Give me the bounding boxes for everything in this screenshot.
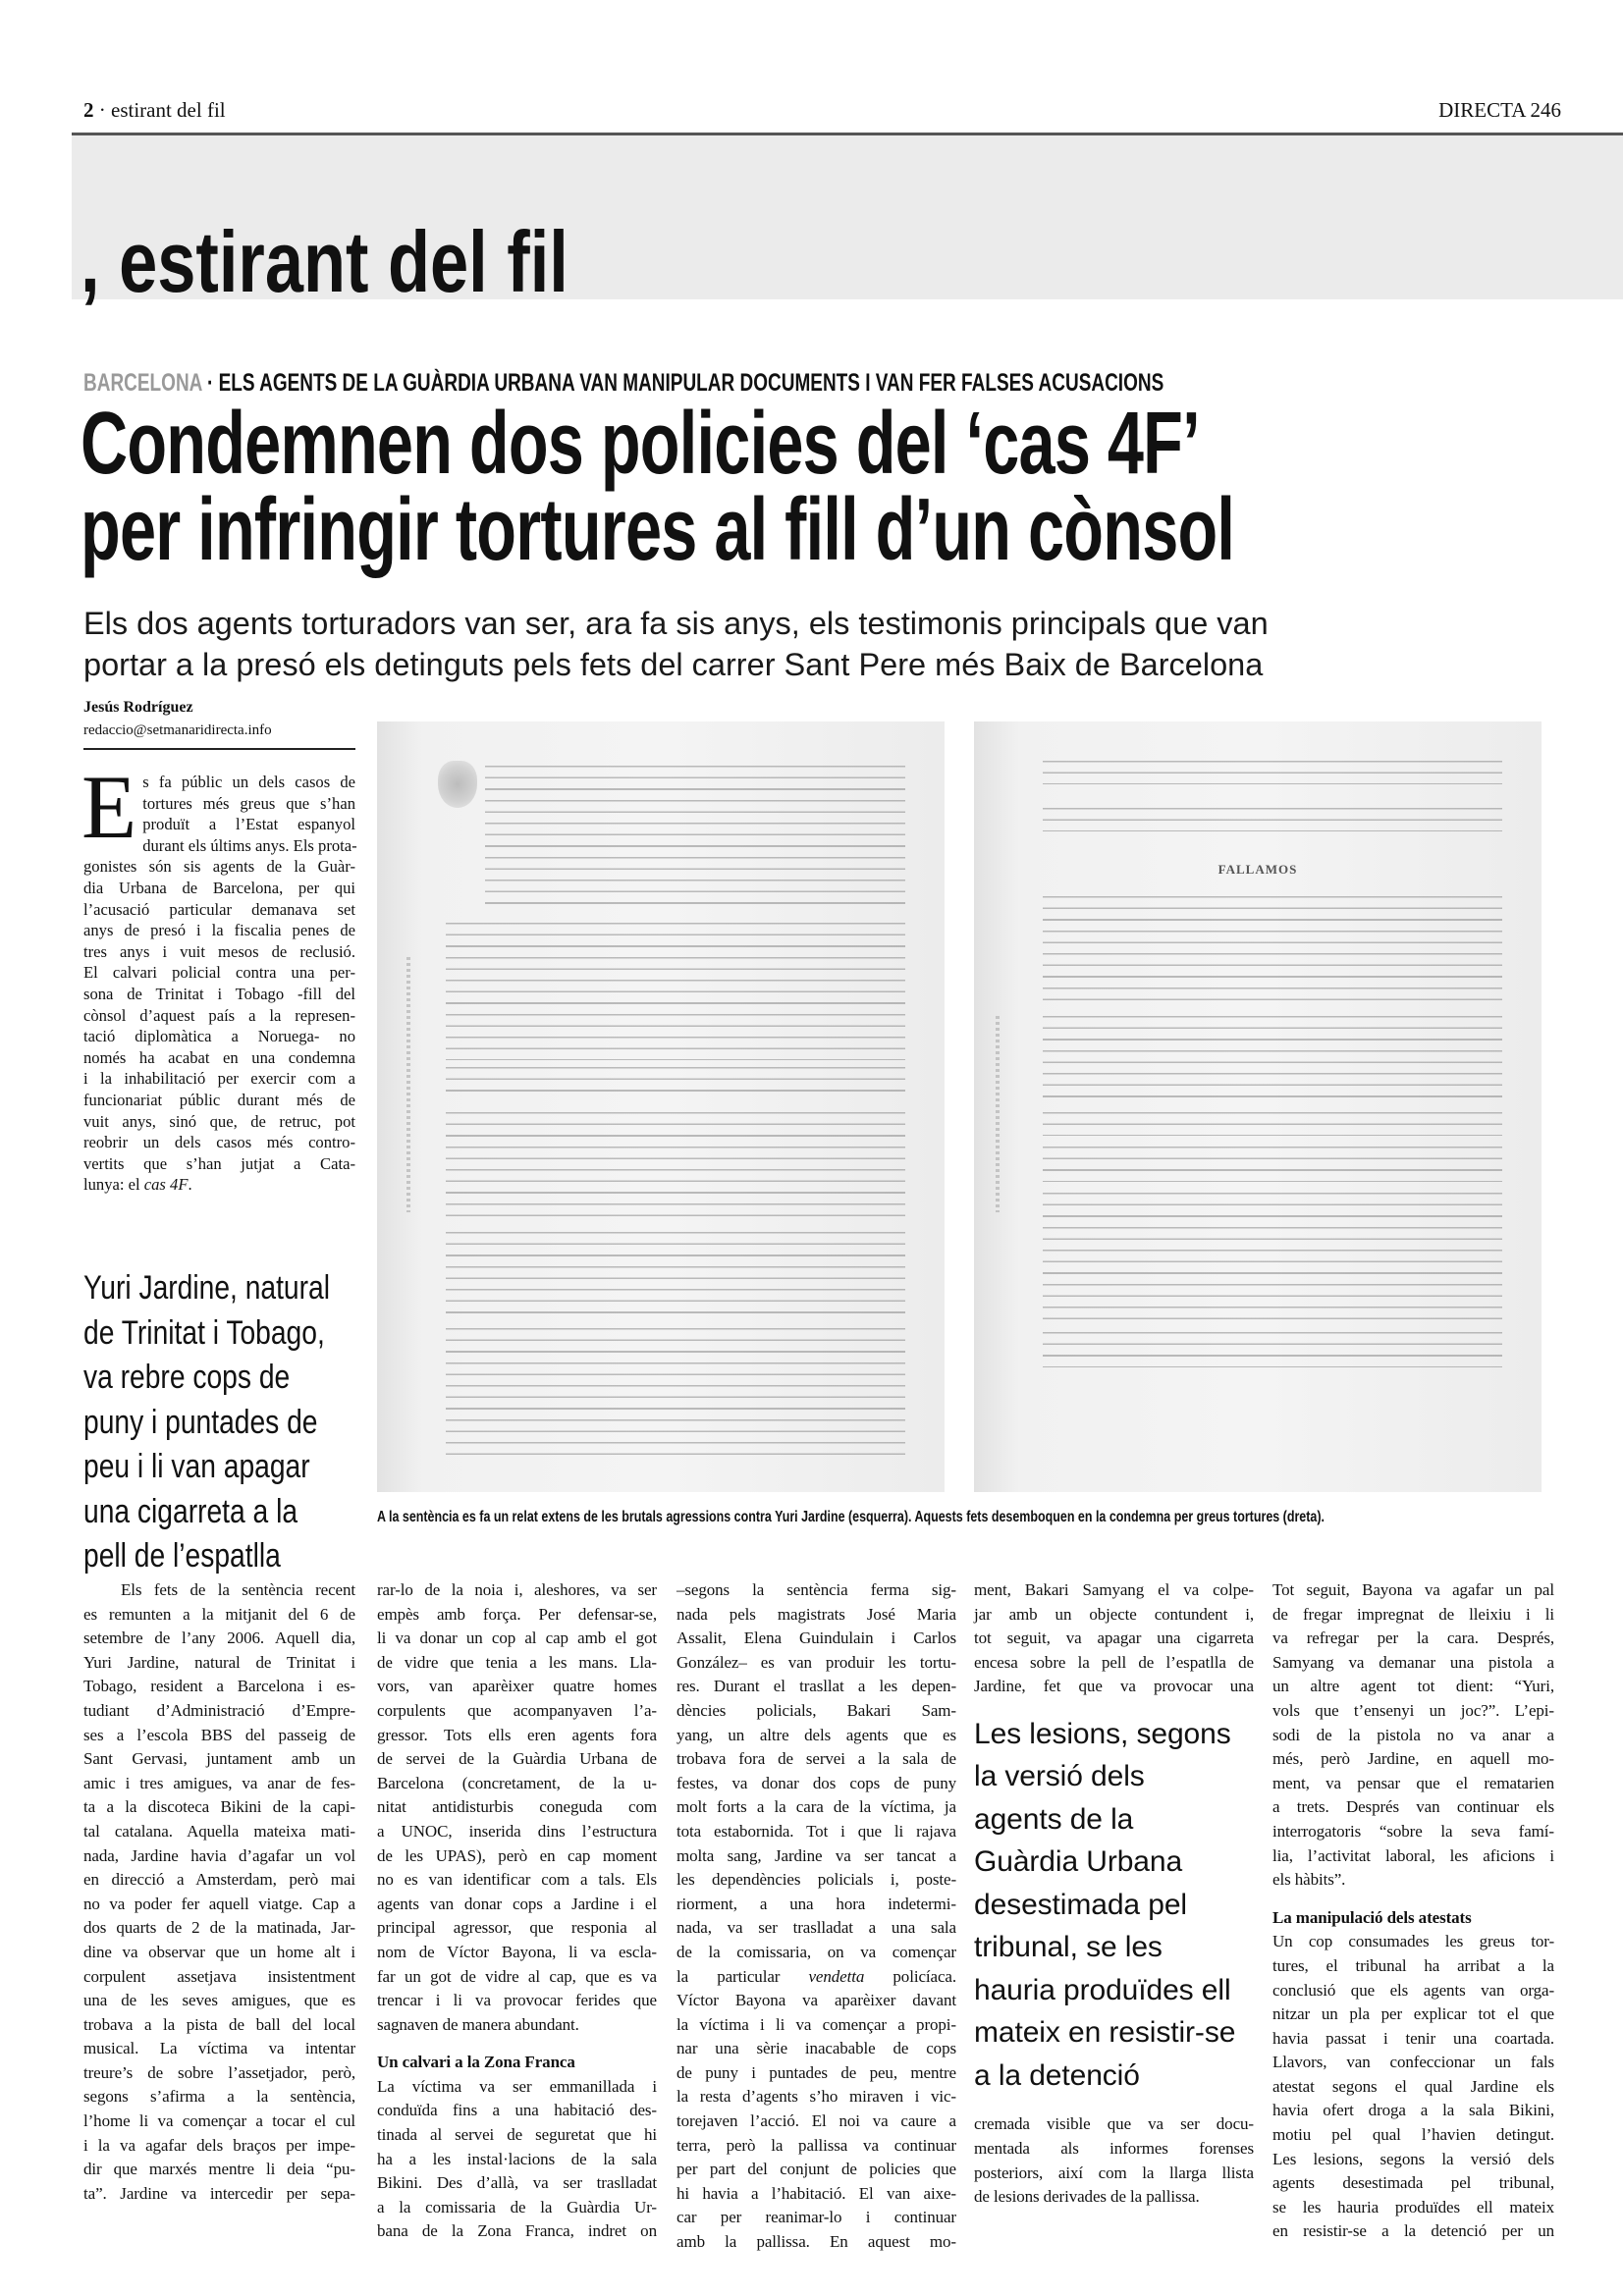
document-text-block — [446, 923, 905, 1060]
text-line: en resistir-se a la detenció per un — [1272, 2221, 1554, 2241]
text-line: gonistes són sis agents de la Guàr- — [83, 857, 355, 877]
text-line: de vidre que tenia a les mans. Lla- — [377, 1652, 657, 1672]
text-line: la resta d’agents s’ho miraven i vic- — [676, 2087, 956, 2107]
text-line: tortures més greus que s’han — [142, 793, 355, 813]
deck — [83, 603, 1269, 685]
text-line: nar una sèrie inacabable de cops — [676, 2039, 956, 2058]
text-line: funcionariat públic durant més de — [83, 1090, 355, 1109]
text-line: de puny i puntades de peu, mentre — [676, 2062, 956, 2082]
text-line: tot seguit, va apagar una cigarreta — [974, 1629, 1254, 1648]
document-text-block — [446, 1328, 905, 1456]
text-line: de servei de la Guàrdia Urbana de — [377, 1749, 657, 1769]
text-line: l’acusació particular demanava set — [83, 899, 355, 919]
paragraph — [1272, 1578, 1554, 1893]
text-line: dències policials, Bakari Sam- — [676, 1700, 956, 1720]
text-line: musical. La víctima va intentar — [83, 2039, 355, 2058]
headline — [81, 395, 1235, 579]
text-line: agents van donar cops a Jardine i el — [377, 1894, 657, 1913]
photo-caption: A la sentència es fa un relat extens de les brutals agressions contra Yuri Jardine (esquerra). Aquests fets desemboquen en la condemna per greus tortures (dreta). — [377, 1509, 1325, 1525]
document-text-block — [1043, 896, 1502, 1004]
text-line: se les hauria produïdes ell mateix — [1272, 2197, 1554, 2216]
paragraph — [377, 1578, 657, 2037]
text-line: González– es van produir les tortu- — [676, 1652, 956, 1672]
text-line: a trets. Després van continuar els — [1272, 1797, 1554, 1817]
pull-quote-line: puny i puntades de — [83, 1403, 318, 1441]
text-line: Un cop consumades les greus tor- — [1272, 1932, 1554, 1951]
text-line: –segons la sentència ferma sig- — [676, 1580, 956, 1599]
text-line: agents desestimada pel tribunal, — [1272, 2173, 1554, 2193]
text-line: dine va observar que un home alt i — [83, 1942, 355, 1961]
text-line: vors, van aparèixer quatre homes — [377, 1677, 657, 1696]
pull-quote — [974, 1713, 1254, 2098]
pull-quote-line: pell de l’espatlla — [83, 1537, 281, 1575]
text-line: tal catalana. Aquella mateixa mati- — [83, 1821, 355, 1841]
text-line: principal agressor, que responia al — [377, 1918, 657, 1938]
text-line: dir que marxés mentre li deia “pu- — [83, 2160, 355, 2179]
text-line: tota estabornida. Tot i que li rajava — [676, 1821, 956, 1841]
text-line: amb la pallissa. En aquest mo- — [676, 2232, 956, 2252]
document-text-block — [1043, 1332, 1502, 1367]
sentence-document-scan-left — [377, 721, 945, 1492]
text-line: Tobago, resident a Barcelona i es- — [83, 1677, 355, 1696]
text-line: El calvari policial contra una per- — [83, 963, 355, 983]
text-line: empès amb força. Per defensar-se, — [377, 1604, 657, 1624]
pull-quote-line: una cigarreta a la — [83, 1492, 298, 1530]
text-line: els hàbits”. — [1272, 1870, 1346, 1890]
text-line: interrogatoris “sobre la seva famí- — [1272, 1821, 1554, 1841]
text-line: Jardine, fet que va provocar una — [974, 1677, 1254, 1696]
text-line: l’home li va començar a tocar el cul — [83, 2111, 355, 2131]
body-column-2 — [377, 1578, 657, 2244]
text-line: Les lesions, segons la versió dels — [1272, 2149, 1554, 2168]
text-line: ses a l’escola BBS del passeig de — [83, 1725, 355, 1744]
text-line: nitat antidisturbis coneguda com — [377, 1797, 657, 1817]
text-line: conduïda fins a una habitació des- — [377, 2101, 657, 2120]
headline-line: per infringir tortures al fill d’un cònsol — [81, 481, 1235, 579]
text-line: sodi de la pistola no va anar a — [1272, 1725, 1554, 1744]
text-line: molt forts a la cara de la víctima, ja — [676, 1797, 956, 1817]
text-line: res. Durant el trasllat a les depen- — [676, 1677, 956, 1696]
italic-segment: vendetta — [808, 1966, 865, 1986]
text-line: anys de presó i la fiscalia penes de — [83, 921, 355, 940]
pull-quote-line: hauria produïdes ell — [974, 1973, 1231, 2006]
paragraph — [83, 1578, 355, 2206]
text-line: yang, un altre dels agents que es — [676, 1725, 956, 1744]
italic-segment: cas 4F — [143, 1175, 189, 1195]
text-line: segons s’afirma a la sentència, — [83, 2087, 355, 2107]
text-line: nada pels magistrats José Maria — [676, 1604, 956, 1624]
body-column-3 — [676, 1578, 956, 2255]
text-line: no es van identificar com a tals. Els — [377, 1870, 657, 1890]
document-heading: FALLAMOS — [1217, 862, 1298, 877]
intro-column — [81, 757, 357, 1196]
text-line: corpulents que acompanyaven l’a- — [377, 1700, 657, 1720]
text-line: Barcelona (concretament, de la u- — [377, 1773, 657, 1792]
text-line: cònsol d’aquest país a la represen- — [83, 1005, 355, 1025]
text-line: nada, Jardine havia d’agafar un vol — [83, 1845, 355, 1865]
text-line: corpulent assetjava insistentment — [83, 1966, 355, 1986]
deck-line: Els dos agents torturadors van ser, ara fa sis anys, els testimonis principals que van — [83, 606, 1269, 641]
running-header — [83, 98, 226, 123]
kicker-separator: · — [201, 369, 219, 397]
text-line: només ha acabat en una condemna — [83, 1047, 355, 1067]
pull-quote-line: agents de la — [974, 1802, 1134, 1836]
document-text-block — [1043, 808, 1502, 831]
pull-quote-line: Les lesions, segons — [974, 1717, 1231, 1750]
text-line: amic i tres amigues, va anar de fes- — [83, 1773, 355, 1792]
text-line: torejaven l’acció. El noi va caure a — [676, 2111, 956, 2131]
text-line: Tot seguit, Bayona va agafar un pal — [1272, 1580, 1554, 1599]
text-line: Víctor Bayona va aparèixer davant — [676, 1991, 956, 2010]
document-text-block — [1043, 1016, 1502, 1100]
text-line: sona de Trinitat i Tobago -fill del — [83, 984, 355, 1003]
text-line: setembre de l’any 2006. Aquell dia, — [83, 1629, 355, 1648]
text-line: lia, l’activitat laboral, les aficions i — [1272, 1845, 1554, 1865]
text-line: ta”. Jardine va intercedir per sepa- — [83, 2183, 355, 2203]
text-line: Samyang va demanar una pistola a — [1272, 1652, 1554, 1672]
text-line: treure’s de sobre l’assetjador, però, — [83, 2062, 355, 2082]
text-line: Assalit, Elena Guindulain i Carlos — [676, 1629, 956, 1648]
text-line: havia ofert droga a la sala Bikini, — [1272, 2101, 1554, 2120]
text-line: tinada al servei de seguretat que hi — [377, 2125, 657, 2145]
text-line: nitzar un pla per explicar tot el que — [1272, 2004, 1554, 2024]
text-line: la víctima i li va començar a propi- — [676, 2014, 956, 2034]
coat-of-arms-icon — [438, 761, 477, 808]
kicker-place: BARCELONA — [83, 369, 202, 397]
margin-stamp — [406, 957, 410, 1212]
text-line: de la comissaria, on va començar — [676, 1942, 956, 1961]
text-line: hi havia a l’habitació. El van aixe- — [676, 2183, 956, 2203]
pull-quote-line: va rebre cops de — [83, 1359, 291, 1396]
text-line: Llavors, van confeccionar un fals — [1272, 2053, 1554, 2072]
text-line: ment, va pensar que el rematarien — [1272, 1773, 1554, 1792]
text-line: motiu pel qual l’havien detingut. — [1272, 2125, 1554, 2145]
text-line — [676, 1965, 956, 1990]
publication-issue: DIRECTA 246 — [1438, 98, 1561, 122]
text-line: mentada als informes forenses — [974, 2139, 1254, 2159]
text-line: dia Urbana de Barcelona, per qui — [83, 878, 355, 897]
text-line: una de les seves amigues, que es — [83, 1991, 355, 2010]
text-line: li va donar un cop al cap amb el got — [377, 1629, 657, 1648]
document-text-block — [446, 1067, 905, 1101]
pull-quote-line: mateix en resistir-se — [974, 2016, 1236, 2050]
text-line: a la comissaria de la Guàrdia Ur- — [377, 2197, 657, 2216]
pull-quote-line: la versió dels — [974, 1760, 1145, 1793]
document-text-block — [446, 1232, 905, 1316]
text-line: nada, va ser traslladat a una sala — [676, 1918, 956, 1938]
body-column-5 — [1272, 1578, 1554, 2244]
section-title: , estirant del fil — [81, 213, 568, 310]
text-line: rar-lo de la noia i, aleshores, va ser — [377, 1580, 657, 1599]
text-line: un altre agent tot dient: “Yuri, — [1272, 1677, 1554, 1696]
text-segment: policíaca. — [864, 1966, 956, 1986]
text-line: Yuri Jardine, natural de Trinitat i — [83, 1652, 355, 1672]
text-line: trencar i li va provocar ferides que — [377, 1991, 657, 2010]
deck-line: portar a la presó els detinguts pels fets del carrer Sant Pere més Baix de Barcelona — [83, 647, 1264, 682]
document-text-block — [1043, 1193, 1502, 1320]
text-line: trobava fora de servei a la sala de — [676, 1749, 956, 1769]
text-line: jar amb un objecte contundent i, — [974, 1604, 1254, 1624]
pull-quote-line: peu i li van apagar — [83, 1448, 310, 1485]
text-line: sagnaven de manera abundant. — [377, 2014, 579, 2034]
text-line: per part del conjunt de policies que — [676, 2160, 956, 2179]
text-line: terra, però la pallissa va continuar — [676, 2135, 956, 2155]
text-line: encesa sobre la pell de l’espatlla de — [974, 1652, 1254, 1672]
text-line: tudiant d’Administració d’Empre- — [83, 1700, 355, 1720]
pull-quote-line: Guàrdia Urbana — [974, 1845, 1183, 1879]
text-line: i la va agafar dels braços per impe- — [83, 2135, 355, 2155]
text-line: Bikini. Des d’allà, va ser traslladat — [377, 2173, 657, 2193]
text-line: vuit anys, sinó que, de retruc, pot — [83, 1111, 355, 1131]
text-segment: lunya: el — [83, 1175, 144, 1195]
text-segment: la particular — [676, 1966, 809, 1986]
pull-quote-line: desestimada pel — [974, 1888, 1187, 1921]
kicker — [83, 369, 1163, 398]
text-line — [83, 1174, 355, 1196]
text-line: havia passat i tenir una coartada. — [1272, 2028, 1554, 2048]
text-line: va refregar per la cara. Després, — [1272, 1629, 1554, 1648]
text-line: tures, el tribunal ha arribat a la — [1272, 1955, 1554, 1975]
drop-cap: E — [81, 757, 137, 857]
document-text-block — [485, 766, 905, 913]
text-line: a UNOC, inserida dins l’estructura — [377, 1821, 657, 1841]
margin-stamp — [996, 1016, 1000, 1212]
text-segment: . — [188, 1175, 192, 1195]
text-line: de fregar impregnat de lleixiu i li — [1272, 1604, 1554, 1624]
text-line: ment, Bakari Samyang el va colpe- — [974, 1580, 1254, 1599]
text-line: atestat segons el qual Jardine els — [1272, 2076, 1554, 2096]
text-line: molta sang, Jardine va ser tancat a — [676, 1845, 956, 1865]
sentence-document-scan-right — [974, 721, 1542, 1492]
text-line: trobava a la pista de ball del local — [83, 2014, 355, 2034]
byline-rule — [83, 748, 355, 750]
text-line: festes, va donar dos cops de puny — [676, 1773, 956, 1792]
text-line: La víctima va ser emmanillada i — [377, 2076, 657, 2096]
text-line: vols que t’ensenyi un joc?”. L’epi- — [1272, 1700, 1554, 1720]
header-section: estirant del fil — [111, 98, 226, 122]
pull-quote-line: tribunal, se les — [974, 1931, 1163, 1964]
text-line: ta a la discoteca Bikini de la capi- — [83, 1797, 355, 1817]
paragraph — [974, 1578, 1254, 1699]
author-email[interactable]: redaccio@setmanaridirecta.info — [83, 722, 272, 738]
text-line: i la inhabilitació per exercir com a — [83, 1069, 355, 1089]
text-line: de les UPAS), però en cap moment — [377, 1845, 657, 1865]
text-line: riorment, a una hora indetermi- — [676, 1894, 956, 1913]
text-line: produït a l’Estat espanyol — [142, 815, 355, 834]
text-line: nom de Víctor Bayona, li va escla- — [377, 1942, 657, 1961]
paragraph — [1272, 1930, 1554, 2244]
body-column-1 — [83, 1578, 355, 2206]
pull-quote-line: Yuri Jardine, natural — [83, 1269, 330, 1307]
document-text-block — [1043, 1147, 1502, 1182]
pull-quote-line: de Trinitat i Tobago, — [83, 1313, 325, 1352]
text-line: més, però Jardine, en aquell mo- — [1272, 1749, 1554, 1769]
paragraph — [974, 2112, 1254, 2209]
headline-line: Condemnen dos policies del ‘cas 4F’ — [81, 395, 1200, 493]
document-text-block — [1043, 1112, 1502, 1136]
pull-quote-line: a la detenció — [974, 2058, 1140, 2092]
text-line: de lesions derivades de la pallissa. — [974, 2187, 1200, 2207]
text-line: reobrir un dels casos més contro- — [83, 1133, 355, 1152]
text-line: Sant Gervasi, juntament amb un — [83, 1749, 355, 1769]
text-line: tació diplomàtica a Noruega- no — [83, 1027, 355, 1046]
text-line: vertits que s’han jutjat a Cata- — [83, 1153, 355, 1173]
subheading: Un calvari a la Zona Franca — [377, 2053, 575, 2072]
text-line: gressor. Tots ells eren agents fora — [377, 1725, 657, 1744]
text-line: conclusió que els agents van orga- — [1272, 1980, 1554, 2000]
subheading: La manipulació dels atestats — [1272, 1907, 1472, 1927]
text-line: posteriors, així com la llarga llista — [974, 2163, 1254, 2182]
header-separator: · — [93, 98, 111, 122]
text-line: bana de la Zona Franca, indret on — [377, 2221, 657, 2241]
text-line: dos quarts de 2 de la matinada, Jar- — [83, 1918, 355, 1938]
text-line: cremada visible que va ser docu- — [974, 2114, 1254, 2134]
text-line: no va poder fer aquell viatge. Cap a — [83, 1894, 355, 1913]
text-line: Els fets de la sentència recent — [121, 1580, 355, 1599]
text-line: les dependències policials i, poste- — [676, 1870, 956, 1890]
text-line: durant els últims anys. Els prota- — [142, 835, 357, 855]
paragraph — [377, 2075, 657, 2244]
text-line: es remunten a la mitjanit del 6 de — [83, 1604, 355, 1624]
document-text-block — [446, 1112, 905, 1222]
text-line: tres anys i vuit mesos de reclusió. — [83, 941, 355, 961]
author-name: Jesús Rodríguez — [83, 699, 193, 716]
body-column-4 — [974, 1578, 1254, 2210]
pull-quote — [83, 1266, 378, 1579]
kicker-text: ELS AGENTS DE LA GUÀRDIA URBANA VAN MANIPULAR DOCUMENTS I VAN FER FALSES ACUSACIONS — [218, 369, 1164, 397]
text-line: s fa públic un dels casos de — [142, 773, 355, 791]
paragraph — [676, 1578, 956, 2255]
text-line: far un got de vidre al cap, que es va — [377, 1966, 657, 1986]
text-line: car per reanimar-lo i continuar — [676, 2208, 956, 2227]
text-line: en direcció a Amsterdam, però mai — [83, 1870, 355, 1890]
text-line: ha a les instal·lacions de la sala — [377, 2149, 657, 2168]
document-text-block — [1043, 761, 1502, 784]
page-number: 2 — [83, 98, 94, 122]
